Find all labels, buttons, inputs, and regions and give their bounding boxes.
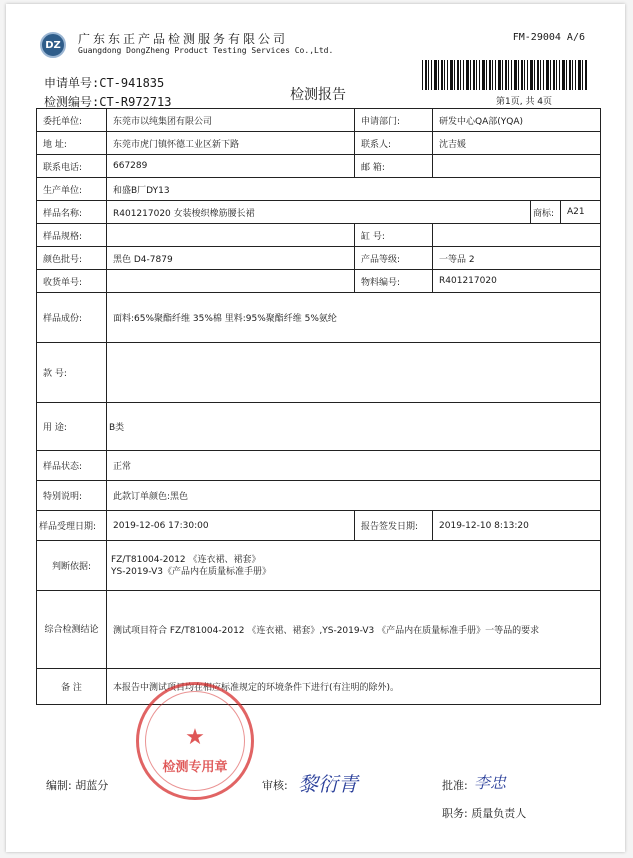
approver-signature: 李忠	[474, 773, 507, 792]
form-code: FM-29004 A/6	[512, 32, 585, 43]
table-row	[37, 270, 601, 293]
table-row	[37, 247, 601, 270]
brand-label: 商标:	[531, 201, 561, 224]
vat-value	[433, 224, 601, 247]
remark-label: 备 注	[37, 669, 107, 705]
receipt-value	[107, 270, 355, 293]
phone-label: 联系电话:	[37, 155, 107, 178]
composition-label: 样品成份:	[37, 293, 107, 343]
conclusion-value: 测试项目符合 FZ/T81004-2012 《连衣裙、裙套》,YS-2019-V3 《产品内在质量标准手册》一等品的要求	[107, 591, 601, 669]
vat-label: 缸 号:	[355, 224, 433, 247]
material-value: R401217020	[433, 270, 601, 293]
table-row	[37, 541, 601, 591]
grade-value: 一等品 2	[433, 247, 601, 270]
material-label: 物料编号:	[355, 270, 433, 293]
note-label: 特别说明:	[37, 481, 107, 511]
stamp-ring	[145, 691, 245, 791]
report-page	[6, 4, 625, 852]
usage-label: 用 途:	[37, 403, 107, 451]
report-form-table	[36, 108, 601, 705]
client-value: 东莞市以纯集团有限公司	[107, 109, 355, 132]
table-row	[37, 224, 601, 247]
spec-label: 样品规格:	[37, 224, 107, 247]
table-row	[37, 481, 601, 511]
issued-date-value: 2019-12-10 8:13:20	[433, 511, 601, 541]
basis-line-1: FZ/T81004-2012 《连衣裙、裙套》	[111, 554, 261, 565]
table-row	[37, 591, 601, 669]
dept-label: 申请部门:	[355, 109, 433, 132]
postcode-label: 邮 箱:	[355, 155, 433, 178]
reviewed-by-label: 审核:	[262, 779, 288, 792]
company-name-cn: 广东东正产品检测服务有限公司	[78, 32, 289, 46]
contact-label: 联系人:	[355, 132, 433, 155]
color-label: 颜色批号:	[37, 247, 107, 270]
basis-label: 判断依据:	[37, 541, 107, 591]
table-row	[37, 132, 601, 155]
composition-value: 面料:65%聚酯纤维 35%棉 里料:95%聚酯纤维 5%氨纶	[107, 293, 601, 343]
style-label: 款 号:	[37, 343, 107, 403]
application-number: 申请单号:CT-941835	[44, 76, 165, 90]
brand-value: A21	[561, 201, 601, 224]
table-row	[37, 109, 601, 132]
producer-label: 生产单位:	[37, 178, 107, 201]
table-row	[37, 669, 601, 705]
sample-name-value: R401217020 女装梭织橡筋腰长裙	[107, 201, 531, 224]
note-value: 此款订单颜色:黑色	[107, 481, 601, 511]
address-label: 地 址:	[37, 132, 107, 155]
received-date-label: 样品受理日期:	[37, 511, 107, 541]
company-logo-icon: DZ	[40, 32, 66, 58]
table-row	[37, 511, 601, 541]
basis-value	[107, 541, 601, 591]
table-row	[37, 451, 601, 481]
report-title: 检测报告	[290, 87, 346, 103]
table-row	[37, 201, 601, 224]
issued-date-label: 报告签发日期:	[355, 511, 433, 541]
stamp-text: 检测专用章	[162, 760, 228, 775]
remark-value: 本报告中测试项目均在相应标准规定的环境条件下进行(有注明的除外)。	[107, 669, 601, 705]
approver-position: 职务: 质量负责人	[442, 807, 527, 820]
grade-label: 产品等级:	[355, 247, 433, 270]
table-row	[37, 178, 601, 201]
table-row	[37, 403, 601, 451]
client-label: 委托单位:	[37, 109, 107, 132]
prepared-by: 编制: 胡蓝分	[46, 779, 109, 792]
received-date-value: 2019-12-06 17:30:00	[107, 511, 355, 541]
approved-by-label: 批准:	[442, 779, 468, 792]
contact-value: 沈吉媛	[433, 132, 601, 155]
dept-value: 研发中心QA部(YQA)	[433, 109, 601, 132]
producer-value: 和盛B厂DY13	[107, 178, 601, 201]
test-number: 检测编号:CT-R972713	[44, 95, 172, 109]
sample-name-label: 样品名称:	[37, 201, 107, 224]
barcode-icon	[422, 60, 587, 90]
reviewer-signature: 黎衍青	[298, 772, 358, 796]
basis-line-2: YS-2019-V3《产品内在质量标准手册》	[111, 566, 271, 577]
page-info: 第1页, 共 4页	[496, 97, 553, 107]
state-label: 样品状态:	[37, 451, 107, 481]
state-value: 正常	[107, 451, 601, 481]
table-row	[37, 293, 601, 343]
table-row	[37, 343, 601, 403]
spec-value	[107, 224, 355, 247]
company-name-en: Guangdong DongZheng Product Testing Services Co.,Ltd.	[78, 46, 334, 55]
address-value: 东莞市虎门镇怀德工业区新下路	[107, 132, 355, 155]
conclusion-label: 综合检测结论	[37, 591, 107, 669]
phone-value: 667289	[107, 155, 355, 178]
postcode-value	[433, 155, 601, 178]
color-value: 黑色 D4-7879	[107, 247, 355, 270]
usage-value: B类	[107, 403, 601, 451]
star-icon: ★	[185, 725, 205, 750]
style-value	[107, 343, 601, 403]
receipt-label: 收货单号:	[37, 270, 107, 293]
table-row	[37, 155, 601, 178]
